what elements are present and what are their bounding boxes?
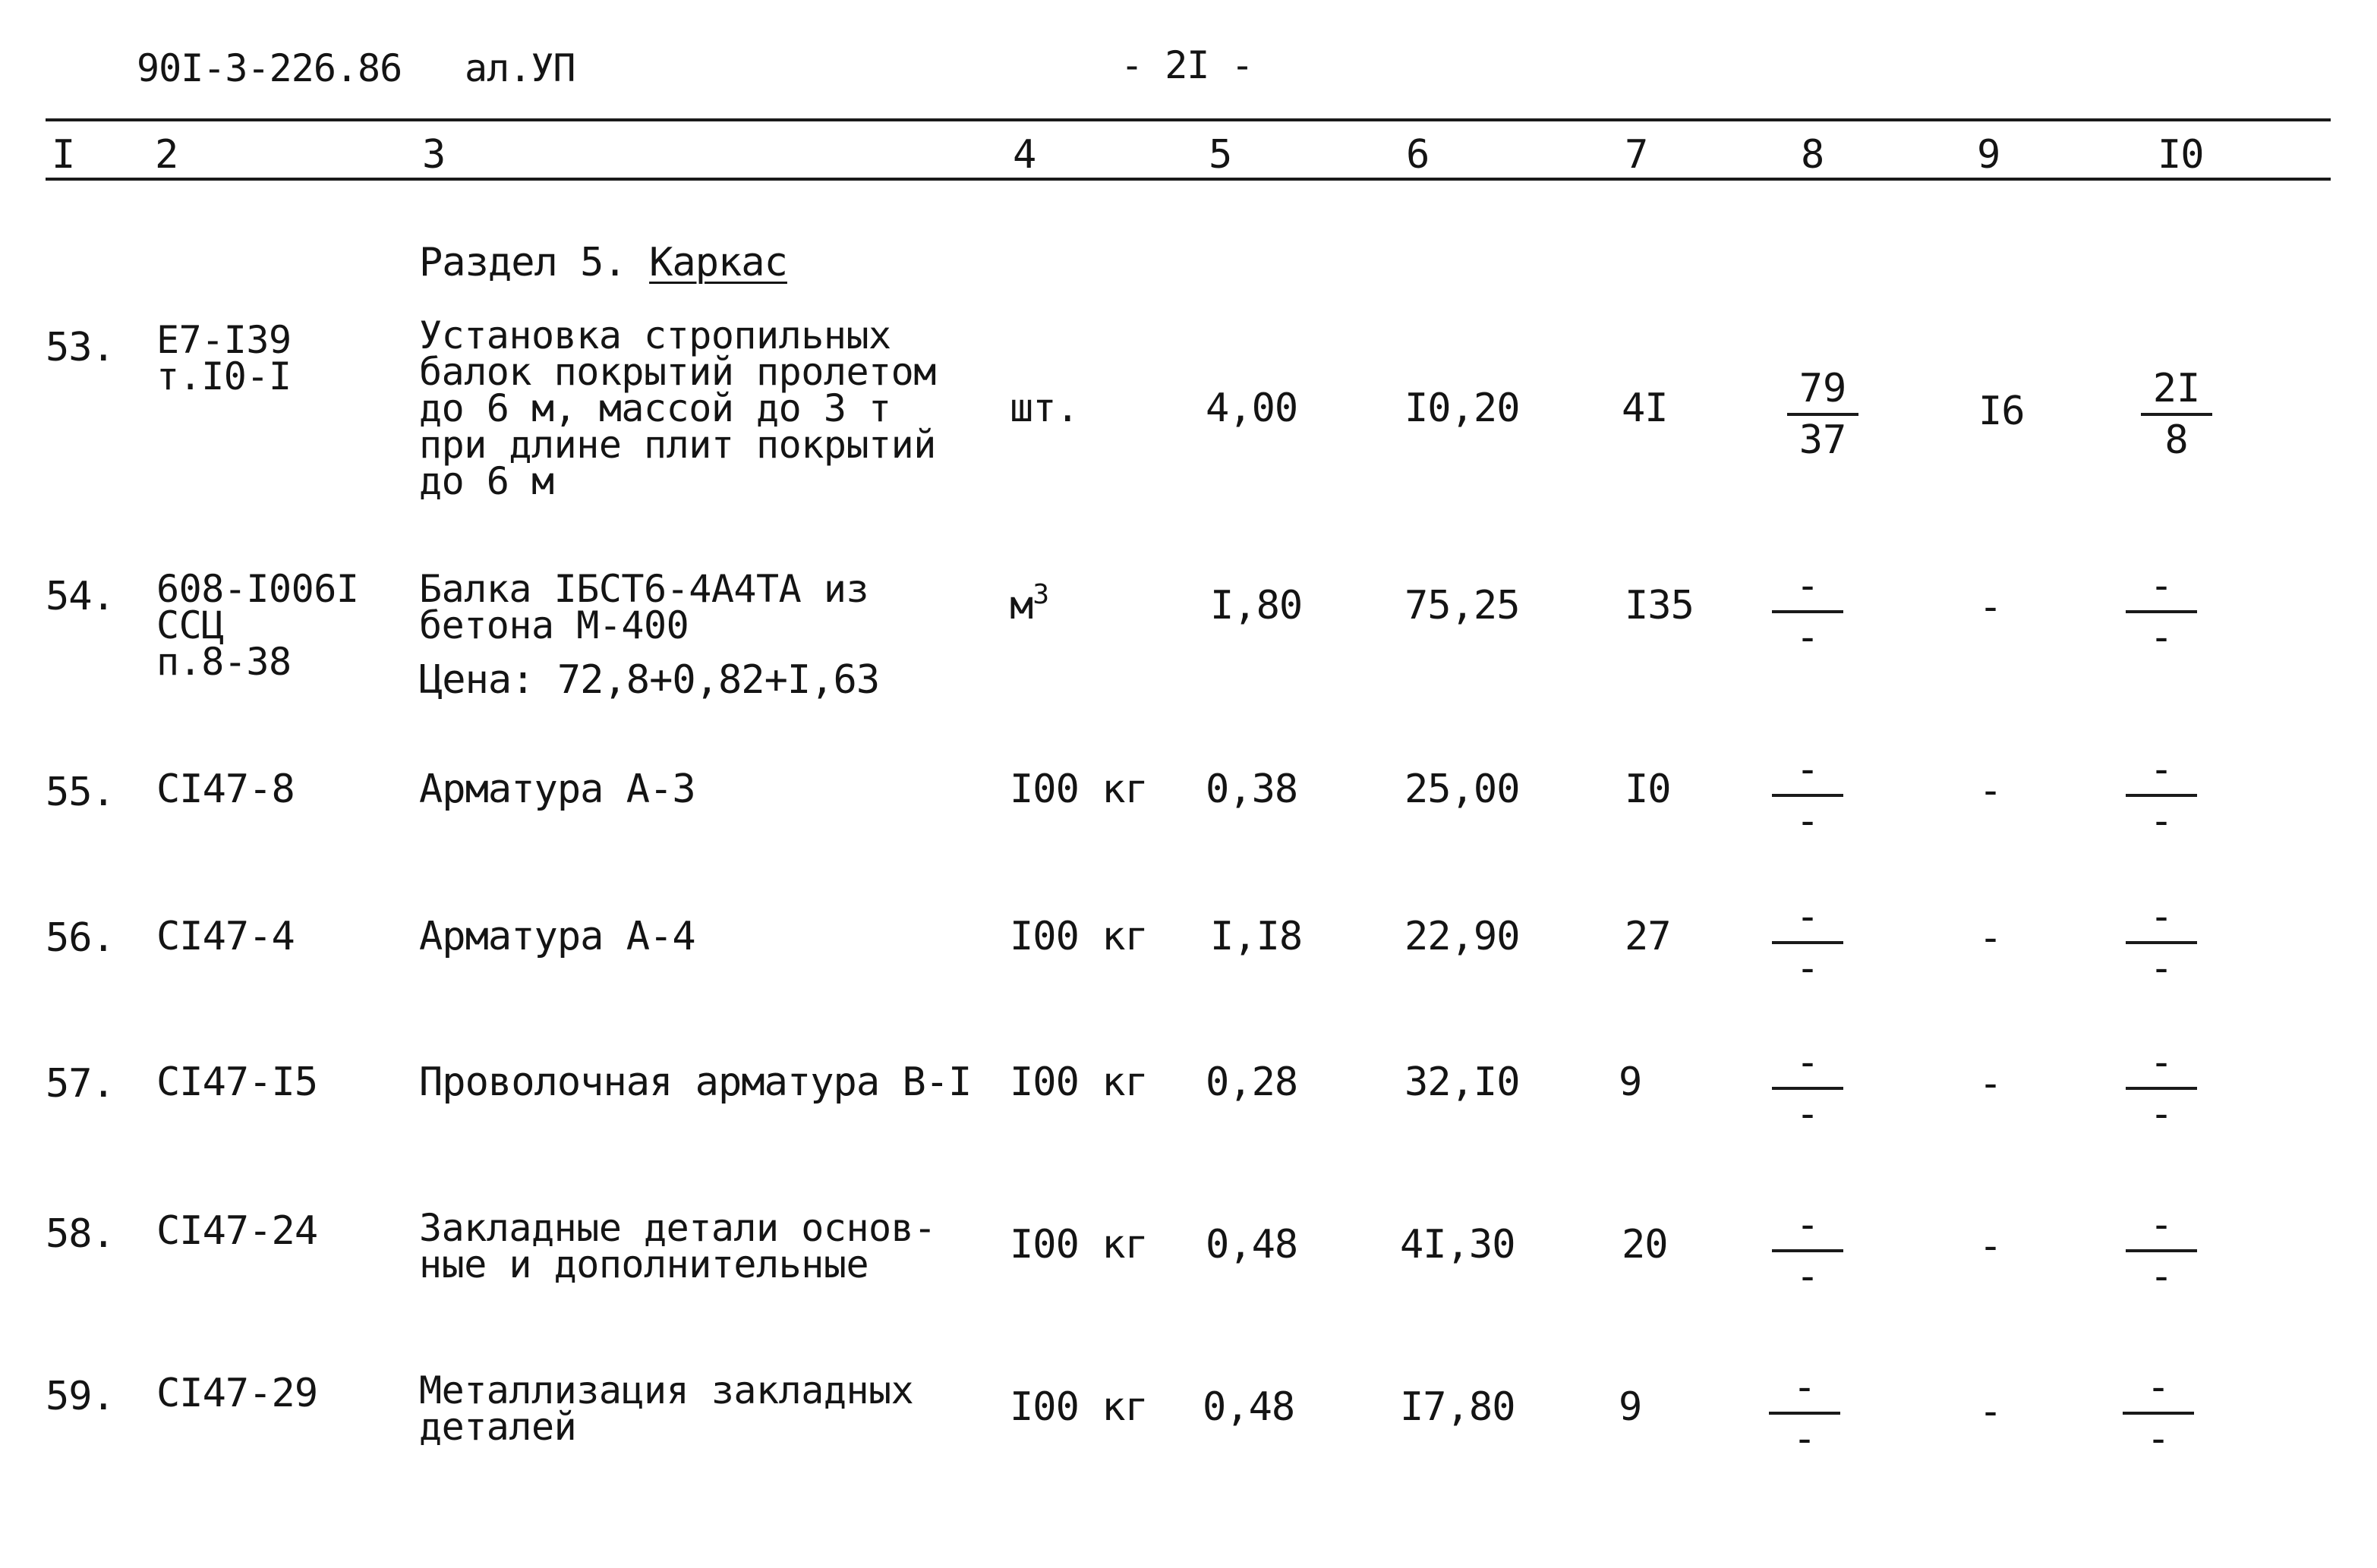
fraction-denominator: - [1795,1254,1820,1299]
column-10-fraction [2120,894,2203,991]
section-name: Каркас [649,240,787,285]
row-total: 9 [1619,1384,1642,1430]
row-unit: I00 кг [1010,767,1148,812]
section-prefix: Раздел 5. [419,240,626,285]
row-code: Е7-I39 т.I0-I [156,318,292,398]
row-number: 53. [46,325,115,370]
row-description: Арматура А-3 [419,767,695,812]
fraction-bar [2123,1412,2194,1415]
column-header-3: 3 [422,132,446,178]
fraction-bar [1772,610,1843,613]
row-description: Арматура А-4 [419,914,695,959]
row-quantity: 0,28 [1206,1060,1298,1105]
fraction-numerator: - [1795,1040,1820,1085]
fraction-denominator: - [2146,1416,2171,1462]
column-8-fraction [1766,747,1849,844]
column-8-fraction [1766,894,1849,991]
fraction-denominator: 37 [1799,417,1847,463]
fraction-denominator: - [1795,798,1820,844]
fraction-denominator: - [1795,615,1820,660]
column-10-fraction [2120,1040,2203,1137]
row-code: 608-I006I ССЦ п.8-38 [156,567,359,684]
fraction-numerator: - [1795,747,1820,792]
row-total: I35 [1625,583,1694,628]
fraction-numerator: - [2149,747,2174,792]
header-rule-top [46,118,2331,121]
fraction-denominator: - [2149,946,2174,991]
row-description: Закладные детали основ- ные и дополнительные [419,1206,936,1286]
row-description: Балка IБСТ6-4А4ТА из бетона М-400 [419,567,869,647]
row-number: 57. [46,1061,115,1107]
fraction-numerator: - [2149,894,2174,940]
row-price: 32,I0 [1404,1060,1520,1105]
fraction-numerator: 2I [2152,366,2201,411]
fraction-bar [1787,413,1858,416]
fraction-numerator: - [1792,1365,1817,1410]
fraction-bar [2141,413,2212,416]
column-header-10: I0 [2158,132,2204,178]
fraction-bar [1769,1412,1840,1415]
column-header-8: 8 [1801,132,1824,178]
row-unit: I00 кг [1010,1060,1148,1105]
column-header-5: 5 [1209,132,1232,178]
row-number: 56. [46,915,115,961]
row-total: 27 [1625,914,1671,959]
fraction-bar [1772,941,1843,944]
column-10-fraction [2120,1202,2203,1299]
fraction-bar [2126,941,2197,944]
row-quantity: 0,48 [1203,1384,1295,1430]
row-description: Установка стропильных балок покрытий пролетом до 6 м, массой до 3 т при длине плит покрытий до 6 м [419,313,936,503]
row-quantity: I,80 [1210,583,1303,628]
row-column-9: I6 [1978,389,2025,434]
fraction-denominator: - [2149,615,2174,660]
fraction-numerator: - [1795,563,1820,609]
row-quantity: 0,48 [1206,1222,1298,1267]
column-header-7: 7 [1625,132,1648,178]
row-number: 58. [46,1211,115,1257]
fraction-denominator: - [1795,946,1820,991]
row-quantity: 0,38 [1206,767,1298,812]
fraction-bar [2126,1249,2197,1252]
row-price-note: Цена: 72,8+0,82+I,63 [419,657,880,703]
row-number: 59. [46,1374,115,1419]
fraction-denominator: - [2149,1254,2174,1299]
row-total: 9 [1619,1060,1642,1105]
row-price: I7,80 [1400,1384,1515,1430]
row-price: 4I,30 [1400,1222,1515,1267]
row-total: 4I [1622,386,1668,431]
column-header-2: 2 [155,132,178,178]
row-total: 20 [1622,1222,1668,1267]
fraction-bar [2126,1087,2197,1090]
row-column-9: - [1978,584,2003,630]
fraction-numerator: - [2146,1365,2171,1410]
row-number: 54. [46,574,115,619]
fraction-numerator: - [2149,1202,2174,1248]
fraction-numerator: - [2149,1040,2174,1085]
document-code: 90I-3-226.86 [137,46,402,90]
fraction-bar [2126,610,2197,613]
fraction-numerator: - [1795,1202,1820,1248]
fraction-numerator: - [2149,563,2174,609]
fraction-denominator: - [1795,1091,1820,1137]
fraction-denominator: - [2149,1091,2174,1137]
column-8-fraction [1766,1202,1849,1299]
column-10-fraction [2135,366,2218,463]
row-price: 75,25 [1404,583,1520,628]
unit-superscript: 3 [1032,579,1048,610]
page-number: - 2I - [1121,43,1253,87]
row-unit: I00 кг [1010,914,1148,959]
column-header-6: 6 [1406,132,1430,178]
header-rule-bottom [46,178,2331,181]
row-code: СI47-24 [156,1208,318,1254]
row-unit: I00 кг [1010,1222,1148,1267]
column-10-fraction [2117,1365,2200,1462]
row-number: 55. [46,770,115,815]
row-quantity: 4,00 [1206,386,1298,431]
column-header-9: 9 [1977,132,2000,178]
row-unit: шт. [1010,386,1079,431]
row-code: СI47-4 [156,914,295,959]
row-description: Проволочная арматура В-I [419,1060,972,1105]
column-8-fraction [1766,563,1849,660]
column-header-1: I [52,132,75,178]
row-quantity: I,I8 [1210,914,1303,959]
row-code: СI47-29 [156,1371,318,1416]
row-code: СI47-I5 [156,1060,318,1105]
fraction-numerator: 79 [1799,366,1847,411]
row-description: Металлизация закладных деталей [419,1368,914,1449]
column-8-fraction [1763,1365,1846,1462]
column-8-fraction [1766,1040,1849,1137]
fraction-bar [2126,794,2197,797]
row-unit [1010,579,1048,631]
fraction-denominator: 8 [2164,417,2189,463]
row-column-9: - [1978,1223,2003,1269]
row-price: 25,00 [1404,767,1520,812]
column-header-4: 4 [1013,132,1036,178]
fraction-denominator: - [1792,1416,1817,1462]
row-price: 22,90 [1404,914,1520,959]
fraction-denominator: - [2149,798,2174,844]
column-8-fraction [1781,366,1865,463]
row-column-9: - [1978,1061,2003,1107]
row-column-9: - [1978,768,2003,814]
fraction-bar [1772,1087,1843,1090]
album-label: ал.УП [465,46,575,90]
row-price: I0,20 [1404,386,1520,431]
fraction-bar [1772,794,1843,797]
fraction-numerator: - [1795,894,1820,940]
row-unit: I00 кг [1010,1384,1148,1430]
row-column-9: - [1978,1389,2003,1434]
row-total: I0 [1625,767,1671,812]
row-column-9: - [1978,915,2003,961]
unit-base: м [1010,583,1033,628]
column-10-fraction [2120,747,2203,844]
section-title [419,241,787,284]
row-code: СI47-8 [156,767,295,812]
column-10-fraction [2120,563,2203,660]
fraction-bar [1772,1249,1843,1252]
